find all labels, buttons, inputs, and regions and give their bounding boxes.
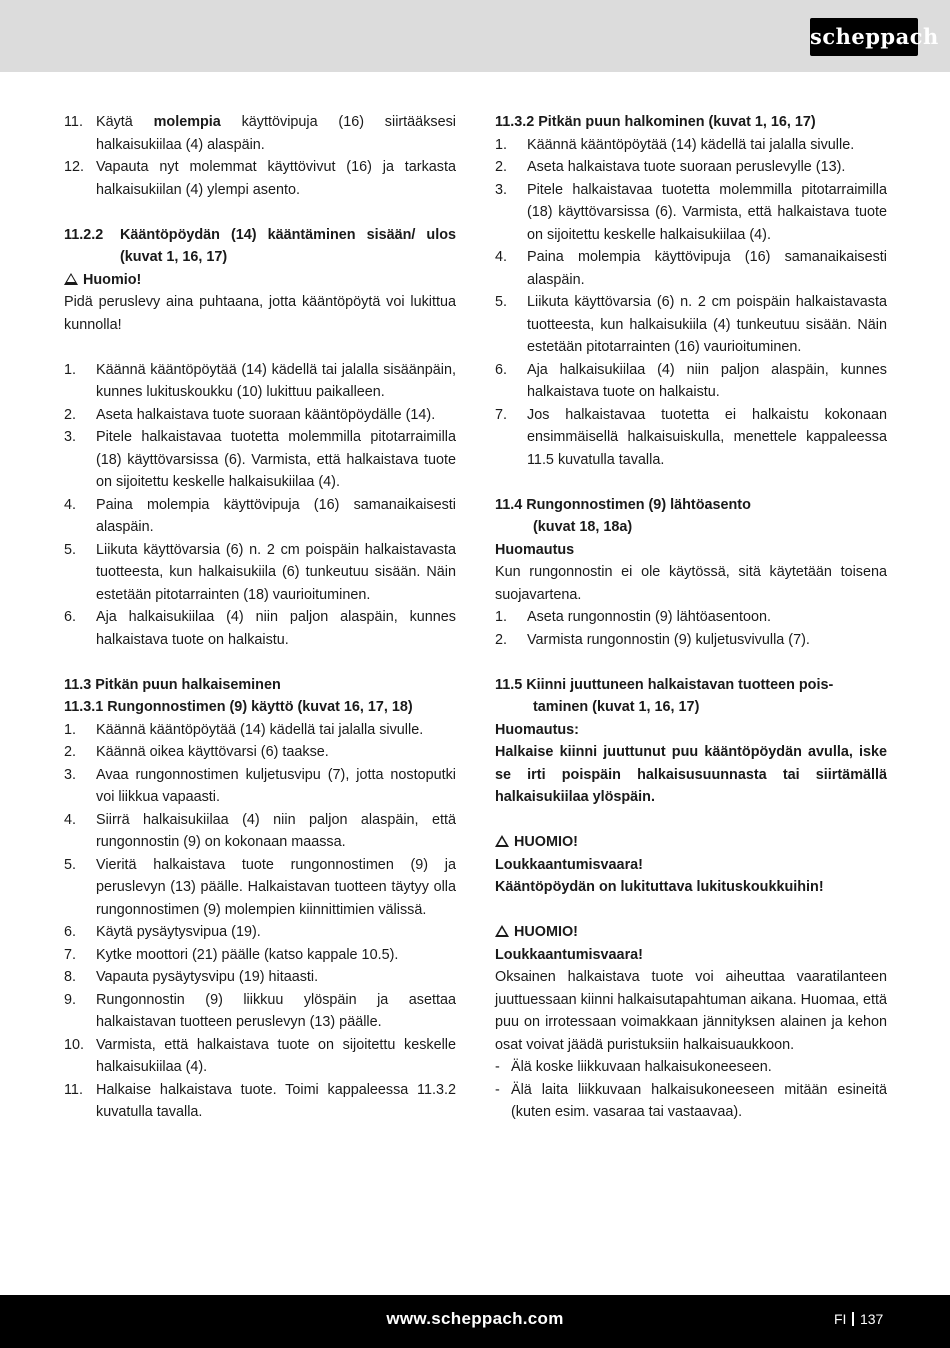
- list-item-number: -: [495, 1081, 500, 1098]
- warning2-title: HUOMIO!: [514, 834, 578, 850]
- list-item-number: 10.: [64, 1036, 85, 1053]
- list-item: [64, 606, 456, 651]
- list-item-number: 2.: [64, 406, 77, 423]
- list-item: [64, 1079, 456, 1124]
- list-item: [495, 629, 887, 652]
- list-item: [64, 854, 456, 922]
- list-item: [64, 764, 456, 809]
- warning2-line2: Kääntöpöydän on lukituttava lukituskoukkuihin!: [495, 879, 824, 895]
- list-item-number: 4.: [64, 496, 77, 513]
- list-item-number: 4.: [495, 249, 508, 265]
- section-11-5-heading-cont: taminen (kuvat 1, 16, 17): [533, 699, 700, 715]
- list-item-text: Paina molempia käyttövipuja (16) samanaikaisesti alaspäin.: [527, 249, 887, 288]
- list-item-text: Aseta halkaistava tuote suoraan peruslevylle (13).: [527, 159, 846, 175]
- list-item-number: 6.: [64, 609, 77, 625]
- list-item: [495, 134, 887, 157]
- list-item-number: 3.: [64, 766, 77, 783]
- language-code: FI: [834, 1311, 847, 1327]
- list-item-text: Jos halkaistavaa tuotetta ei halkaistu kokonaan ensimmäisellä halkaisuiskulla, menettele kappaleessa 11.5 kuvatulla tavalla.: [527, 406, 887, 468]
- list-item-text: Liikuta käyttövarsia (6) n. 2 cm poispäin halkaistavasta tuotteesta, kun halkaisukiila (6) tunkeutuu sisään. Näin estetään pitotarrainten (18) vaurioituminen.: [96, 541, 456, 603]
- section-title: Kääntöpöydän (14) kääntäminen sisään/ ulos (kuvat 1, 16, 17): [120, 226, 456, 265]
- warning-triangle-icon: [495, 925, 509, 937]
- section-11-3-1-heading: 11.3.1 Rungonnostimen (9) käyttö (kuvat 16, 17, 18): [64, 699, 413, 715]
- list-item-number: 6.: [495, 361, 508, 378]
- list-item: [64, 404, 456, 427]
- scheppach-logo: scheppach: [810, 18, 918, 56]
- list-item-text: Käännä kääntöpöytää (14) kädellä tai jalalla sivulle.: [527, 136, 855, 153]
- list-item: [64, 359, 456, 404]
- list-item-text: Varmista rungonnostin (9) kuljetusvivulla (7).: [527, 631, 810, 648]
- list-item-text: Halkaise halkaistava tuote. Toimi kappaleessa 11.3.2 kuvatulla tavalla.: [96, 1081, 456, 1120]
- list-item: [64, 494, 456, 539]
- list-item-number: 3.: [64, 429, 77, 445]
- section-11-4-heading: 11.4 Rungonnostimen (9) lähtöasento: [495, 496, 751, 513]
- separator: [852, 1312, 854, 1326]
- list-item-number: 5.: [64, 856, 77, 873]
- warning2-heading: [495, 831, 887, 854]
- warning-heading: [64, 269, 456, 292]
- section-11-3-heading: 11.3 Pitkän puun halkaiseminen: [64, 676, 281, 693]
- list-item-text: Varmista, että halkaistava tuote on sijoitettu keskelle halkaisukiilaa (4).: [96, 1036, 456, 1075]
- warning-triangle-icon: [64, 273, 78, 285]
- list-item-text: Vapauta nyt molemmat käyttövivut (16) ja tarkasta halkaisukiilan (4) ylempi asento.: [96, 159, 456, 198]
- list-item-text: Paina molempia käyttövipuja (16) samanaikaisesti alaspäin.: [96, 496, 456, 535]
- list-item-number: 7.: [495, 406, 508, 423]
- page-footer: [0, 1295, 950, 1348]
- website-link[interactable]: www.scheppach.com: [386, 1309, 564, 1328]
- list-item: [495, 179, 887, 247]
- steps-11-3-2-list: [495, 134, 887, 472]
- list-item-number: 1.: [64, 721, 77, 738]
- list-item: [64, 111, 456, 156]
- list-item-text: Liikuta käyttövarsia (6) n. 2 cm poispäin halkaistavasta tuotteesta, kun halkaisukiila (4) tunkeutuu sisään. Näin estetään pitotarrainten (16) vaurioituminen.: [527, 294, 887, 355]
- list-item: [64, 921, 456, 944]
- list-item: [495, 359, 887, 404]
- list-item-text: Älä laita liikkuvaan halkaisukoneeseen mitään esineitä (kuten esim. vasaraa tai vastaavaa).: [511, 1081, 887, 1120]
- list-item-text: Pitele halkaistavaa tuotetta molemmilla pitotarraimilla (18) käyttövarsissa (6). Varmista, että halkaistava tuote on sijoitettu keskelle halkaisukiilaa (4).: [527, 181, 887, 243]
- page-header: [0, 0, 950, 72]
- steps-11-2-2-list: [64, 359, 456, 652]
- list-item-text: Aseta halkaistava tuote suoraan kääntöpöydälle (14).: [96, 406, 436, 423]
- bullet-list: [495, 1056, 887, 1124]
- list-item-number: 11.: [64, 1081, 83, 1098]
- section-11-5-heading: 11.5 Kiinni juuttuneen halkaistavan tuotteen pois-: [495, 676, 834, 693]
- list-item: [64, 989, 456, 1034]
- list-item-text: Aja halkaisukiilaa (4) niin paljon alaspäin, kunnes halkaistava tuote on halkaistu.: [527, 361, 887, 400]
- list-item: [64, 156, 456, 201]
- list-item: [495, 1079, 887, 1124]
- list-item-text: Aseta rungonnostin (9) lähtöasentoon.: [527, 609, 772, 625]
- warning-text: Pidä peruslevy aina puhtaana, jotta kääntöpöytä voi lukittua kunnolla!: [64, 294, 456, 333]
- list-item-number: 1.: [64, 361, 77, 378]
- list-item-number: 2.: [495, 631, 508, 648]
- list-item-text: Rungonnostin (9) liikkuu ylöspäin ja asettaa halkaistavan tuotteen peruslevyn (13) päälle.: [96, 991, 456, 1030]
- list-item-text: Käytä pysäytysvipua (19).: [96, 924, 261, 940]
- section-number: 11.2.2: [64, 226, 104, 243]
- list-item-number: 2.: [495, 159, 508, 175]
- note-text: Kun rungonnostin ei ole käytössä, sitä käytetään toisena suojavartena.: [495, 564, 887, 603]
- list-item: [495, 246, 887, 291]
- list-item: [495, 156, 887, 179]
- steps-11-4-list: [495, 606, 887, 651]
- list-item-number: 11.: [64, 114, 83, 130]
- left-column: [64, 111, 456, 1124]
- list-item-text: Avaa rungonnostimen kuljetusvipu (7), jotta nostoputki voi liikkua vapaasti.: [96, 766, 456, 805]
- list-item: [64, 944, 456, 967]
- list-item-number: 3.: [495, 181, 508, 198]
- list-item-text: Käännä kääntöpöytää (14) kädellä tai jalalla sisäänpäin, kunnes lukituskoukku (10) lukittuu paikalleen.: [96, 361, 456, 400]
- warning3-text: Oksainen halkaistava tuote voi aiheuttaa vaaratilanteen juuttuessaan kiinni halkaisutapahtuman aikana. Huomaa, että puu on irrotessaan voimakkaan jännityksen alainen ja kehon osat voivat jäädä puristuksiin halkaisuaukkoon.: [495, 969, 887, 1053]
- list-item: [64, 741, 456, 764]
- right-column: [495, 111, 887, 1124]
- list-item: [64, 966, 456, 989]
- note-heading: Huomautus: [495, 541, 575, 558]
- list-item-number: 5.: [495, 294, 508, 310]
- steps-top-list: [64, 111, 456, 201]
- list-item-number: 5.: [64, 541, 77, 558]
- list-item-number: 1.: [495, 136, 508, 153]
- list-item: [64, 539, 456, 607]
- list-item-number: 2.: [64, 744, 77, 760]
- section-11-3-2-heading: 11.3.2 Pitkän puun halkominen (kuvat 1, 16, 17): [495, 114, 816, 130]
- list-item-number: 1.: [495, 609, 508, 625]
- list-item-text: Vieritä halkaistava tuote rungonnostimen (9) ja peruslevyn (13) päälle. Halkaistavan tuotteen täytyy olla rungonnostimen (9) molempien kiinnittimien välissä.: [96, 856, 456, 918]
- list-item-number: 6.: [64, 924, 77, 940]
- list-item-text: Käytä molempia käyttövipuja (16) siirtääksesi halkaisukiilaa (4) alaspäin.: [96, 114, 456, 153]
- list-item-text: Siirrä halkaisukiilaa (4) niin paljon alaspäin, että rungonnostin (9) on kokonaan maassa.: [96, 811, 456, 850]
- list-item-text: Aja halkaisukiilaa (4) niin paljon alaspäin, kunnes halkaistava tuote on halkaistu.: [96, 609, 456, 648]
- list-item-text: Älä koske liikkuvaan halkaisukoneeseen.: [511, 1059, 772, 1075]
- list-item-number: 7.: [64, 946, 77, 963]
- warning3-title: HUOMIO!: [514, 924, 578, 940]
- list-item: [495, 404, 887, 472]
- list-item-number: 12.: [64, 159, 85, 175]
- list-item: [64, 809, 456, 854]
- list-item-text: Pitele halkaistavaa tuotetta molemmilla pitotarraimilla (18) käyttövarsissa (6). Varmista, että halkaistava tuote on sijoitettu keskelle halkaisukiilaa (4).: [96, 429, 456, 490]
- list-item: [64, 1034, 456, 1079]
- page-number-value: 137: [859, 1311, 884, 1327]
- list-item-text: Käännä kääntöpöytää (14) kädellä tai jalalla sivulle.: [96, 721, 424, 738]
- warning-title: Huomio!: [83, 271, 142, 288]
- list-item: [64, 719, 456, 742]
- note2-heading: Huomautus:: [495, 721, 579, 738]
- list-item: [64, 426, 456, 494]
- list-item-text: Vapauta pysäytysvipu (19) hitaasti.: [96, 969, 319, 985]
- list-item-number: 4.: [64, 811, 77, 828]
- note2-text: Halkaise kiinni juuttunut puu kääntöpöydän avulla, iske se irti poispäin halkaisusuunnasta tai siirtämällä halkaisukiilaa ylöspäin.: [495, 744, 887, 805]
- list-item-number: 8.: [64, 969, 77, 985]
- warning3-heading: [495, 921, 887, 944]
- list-item: [495, 606, 887, 629]
- list-item-number: 9.: [64, 991, 77, 1008]
- page-number: [834, 1311, 883, 1327]
- section-11-4-heading-cont: (kuvat 18, 18a): [533, 519, 633, 535]
- section-11-2-2-heading: [64, 224, 456, 269]
- steps-11-3-1-list: [64, 719, 456, 1124]
- list-item-number: -: [495, 1059, 500, 1075]
- warning2-line1: Loukkaantumisvaara!: [495, 856, 643, 873]
- warning3-line1: Loukkaantumisvaara!: [495, 946, 643, 963]
- list-item-text: Kytke moottori (21) päälle (katso kappale 10.5).: [96, 946, 399, 963]
- list-item-text: Käännä oikea käyttövarsi (6) taakse.: [96, 744, 329, 760]
- list-item: [495, 291, 887, 359]
- warning-triangle-icon: [495, 835, 509, 847]
- list-item: [495, 1056, 887, 1079]
